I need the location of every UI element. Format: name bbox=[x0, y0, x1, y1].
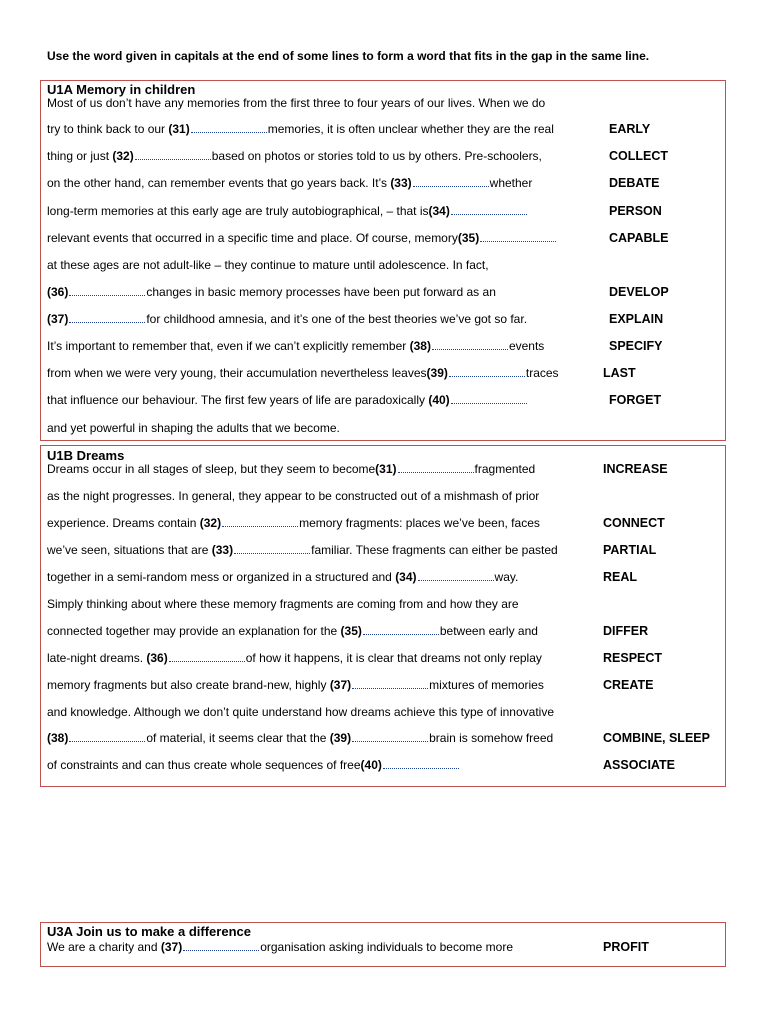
line-text: traces bbox=[525, 366, 559, 380]
keyword: EARLY bbox=[609, 122, 651, 136]
text-line bbox=[47, 393, 528, 407]
keyword: SPECIFY bbox=[609, 339, 663, 353]
line-text: We are a charity and bbox=[47, 940, 161, 954]
gap-number: (39) bbox=[426, 366, 448, 380]
line-text: brain is somehow freed bbox=[429, 731, 554, 745]
line-text: Most of us don’t have any memories from the first three to four years of our lives. When we do bbox=[47, 96, 546, 110]
line-text: at these ages are not adult-like – they continue to mature until adolescence. In fact, bbox=[47, 258, 489, 272]
text-line bbox=[47, 258, 489, 272]
gap-number: (37) bbox=[160, 940, 183, 954]
keyword: INCREASE bbox=[603, 462, 668, 476]
gap-number: (37) bbox=[329, 678, 352, 692]
section-title: U1B Dreams bbox=[47, 448, 125, 463]
gap-number: (37) bbox=[47, 312, 69, 326]
keyword: FORGET bbox=[609, 393, 662, 407]
instructions: Use the word given in capitals at the end of some lines to form a word that fits in the gap in the same line. bbox=[47, 49, 650, 63]
text-line bbox=[47, 678, 544, 692]
line-text: based on photos or stories told to us by others. Pre-schoolers, bbox=[211, 149, 542, 163]
answer-gap[interactable] bbox=[451, 393, 527, 404]
line-text: events bbox=[508, 339, 545, 353]
text-line bbox=[47, 366, 559, 380]
text-line bbox=[47, 204, 528, 218]
gap-number: (34) bbox=[395, 570, 417, 584]
text-line bbox=[47, 462, 535, 476]
answer-gap[interactable] bbox=[169, 651, 245, 662]
line-text: long-term memories at this early age are truly autobiographical, – that is bbox=[47, 204, 429, 218]
line-text: memories, it is often unclear whether they are the real bbox=[267, 122, 554, 136]
text-line bbox=[47, 285, 496, 299]
keyword: RESPECT bbox=[603, 651, 663, 665]
answer-gap[interactable] bbox=[352, 678, 428, 689]
keyword: DEBATE bbox=[609, 176, 660, 190]
gap-number: (32) bbox=[112, 149, 134, 163]
keyword: DIFFER bbox=[603, 624, 649, 638]
line-text: relevant events that occurred in a specific time and place. Of course, memory bbox=[47, 231, 458, 245]
answer-gap[interactable] bbox=[432, 339, 508, 350]
answer-gap[interactable] bbox=[191, 122, 267, 133]
line-text: memory fragments: places we’ve been, faces bbox=[299, 516, 540, 530]
answer-gap[interactable] bbox=[398, 462, 474, 473]
keyword: DEVELOP bbox=[609, 285, 669, 299]
gap-number: (35) bbox=[457, 231, 480, 245]
text-line bbox=[47, 624, 538, 638]
text-line bbox=[47, 96, 545, 110]
keyword: EXPLAIN bbox=[609, 312, 664, 326]
text-line bbox=[47, 651, 542, 665]
line-text: try to think back to our bbox=[47, 122, 169, 136]
keyword: PROFIT bbox=[603, 940, 649, 954]
text-line bbox=[47, 339, 544, 353]
keyword: COMBINE, SLEEP bbox=[603, 731, 710, 745]
text-line bbox=[47, 543, 558, 557]
answer-gap[interactable] bbox=[363, 624, 439, 635]
line-text: for childhood amnesia, and it’s one of the best theories we’ve got so far. bbox=[146, 312, 528, 326]
line-text: Dreams occur in all stages of sleep, but they seem to become bbox=[47, 462, 376, 476]
answer-gap[interactable] bbox=[135, 149, 211, 160]
gap-number: (36) bbox=[47, 285, 69, 299]
answer-gap[interactable] bbox=[352, 731, 428, 742]
answer-gap[interactable] bbox=[383, 758, 459, 769]
text-line bbox=[47, 489, 539, 503]
text-line bbox=[47, 231, 557, 245]
answer-gap[interactable] bbox=[449, 366, 525, 377]
line-text: and yet powerful in shaping the adults that we become. bbox=[47, 421, 340, 435]
line-text: as the night progresses. In general, they appear to be constructed out of a mishmash of prior bbox=[47, 489, 540, 503]
gap-number: (40) bbox=[360, 758, 382, 772]
text-line bbox=[47, 122, 554, 136]
line-text: It’s important to remember that, even if we can’t explicitly remember bbox=[47, 339, 410, 353]
line-text: between early and bbox=[439, 624, 538, 638]
line-text: from when we were very young, their accumulation nevertheless leaves bbox=[47, 366, 427, 380]
gap-number: (31) bbox=[168, 122, 190, 136]
text-line bbox=[47, 312, 527, 326]
answer-gap[interactable] bbox=[69, 312, 145, 323]
gap-number: (36) bbox=[146, 651, 168, 665]
line-text: familiar. These fragments can either be pasted bbox=[311, 543, 558, 557]
text-line bbox=[47, 758, 460, 772]
keyword: CREATE bbox=[603, 678, 654, 692]
line-text: and knowledge. Although we don’t quite understand how dreams achieve this type of innovative bbox=[47, 705, 554, 719]
section-title: U1A Memory in children bbox=[47, 82, 196, 97]
answer-gap[interactable] bbox=[69, 731, 145, 742]
line-text: of how it happens, it is clear that dreams not only replay bbox=[245, 651, 542, 665]
answer-gap[interactable] bbox=[480, 231, 556, 242]
line-text: on the other hand, can remember events that go years back. It’s bbox=[47, 176, 391, 190]
keyword: CAPABLE bbox=[609, 231, 669, 245]
line-text: memory fragments but also create brand-new, highly bbox=[47, 678, 330, 692]
gap-number: (33) bbox=[390, 176, 412, 190]
text-line bbox=[47, 421, 340, 435]
line-text: connected together may provide an explanation for the bbox=[47, 624, 341, 638]
gap-number: (40) bbox=[428, 393, 450, 407]
text-line bbox=[47, 176, 532, 190]
line-text: fragmented bbox=[474, 462, 536, 476]
answer-gap[interactable] bbox=[222, 516, 298, 527]
text-line bbox=[47, 597, 519, 611]
answer-gap[interactable] bbox=[234, 543, 310, 554]
text-line bbox=[47, 731, 553, 745]
line-text: late-night dreams. bbox=[47, 651, 147, 665]
line-text: of material, it seems clear that the bbox=[146, 731, 330, 745]
answer-gap[interactable] bbox=[69, 285, 145, 296]
section-title: U3A Join us to make a difference bbox=[47, 924, 251, 939]
text-line bbox=[47, 940, 513, 954]
gap-number: (34) bbox=[428, 204, 450, 218]
keyword: PERSON bbox=[609, 204, 662, 218]
line-text: of constraints and can thus create whole sequences of free bbox=[47, 758, 361, 772]
gap-number: (38) bbox=[409, 339, 431, 353]
gap-number: (31) bbox=[375, 462, 397, 476]
line-text: mixtures of memories bbox=[429, 678, 544, 692]
line-text: changes in basic memory processes have been put forward as an bbox=[146, 285, 496, 299]
keyword: ASSOCIATE bbox=[603, 758, 675, 772]
answer-gap[interactable] bbox=[418, 570, 494, 581]
answer-gap[interactable] bbox=[183, 940, 259, 951]
keyword: PARTIAL bbox=[603, 543, 657, 557]
gap-number: (39) bbox=[329, 731, 352, 745]
line-text: we’ve seen, situations that are bbox=[47, 543, 212, 557]
line-text: whether bbox=[489, 176, 533, 190]
line-text: together in a semi-random mess or organized in a structured and bbox=[47, 570, 396, 584]
text-line bbox=[47, 570, 518, 584]
line-text: Simply thinking about where these memory fragments are coming from and how they are bbox=[47, 597, 519, 611]
keyword: CONNECT bbox=[603, 516, 665, 530]
line-text: organisation asking individuals to become more bbox=[260, 940, 513, 954]
answer-gap[interactable] bbox=[451, 204, 527, 215]
keyword: LAST bbox=[603, 366, 636, 380]
text-line bbox=[47, 705, 554, 719]
line-text: experience. Dreams contain bbox=[47, 516, 200, 530]
gap-number: (35) bbox=[340, 624, 362, 638]
text-line bbox=[47, 149, 542, 163]
gap-number: (32) bbox=[199, 516, 222, 530]
line-text: way. bbox=[494, 570, 519, 584]
gap-number: (38) bbox=[47, 731, 69, 745]
line-text: that influence our behaviour. The first few years of life are paradoxically bbox=[47, 393, 429, 407]
text-line bbox=[47, 516, 540, 530]
gap-number: (33) bbox=[211, 543, 234, 557]
keyword: COLLECT bbox=[609, 149, 669, 163]
answer-gap[interactable] bbox=[413, 176, 489, 187]
line-text: thing or just bbox=[47, 149, 113, 163]
keyword: REAL bbox=[603, 570, 638, 584]
